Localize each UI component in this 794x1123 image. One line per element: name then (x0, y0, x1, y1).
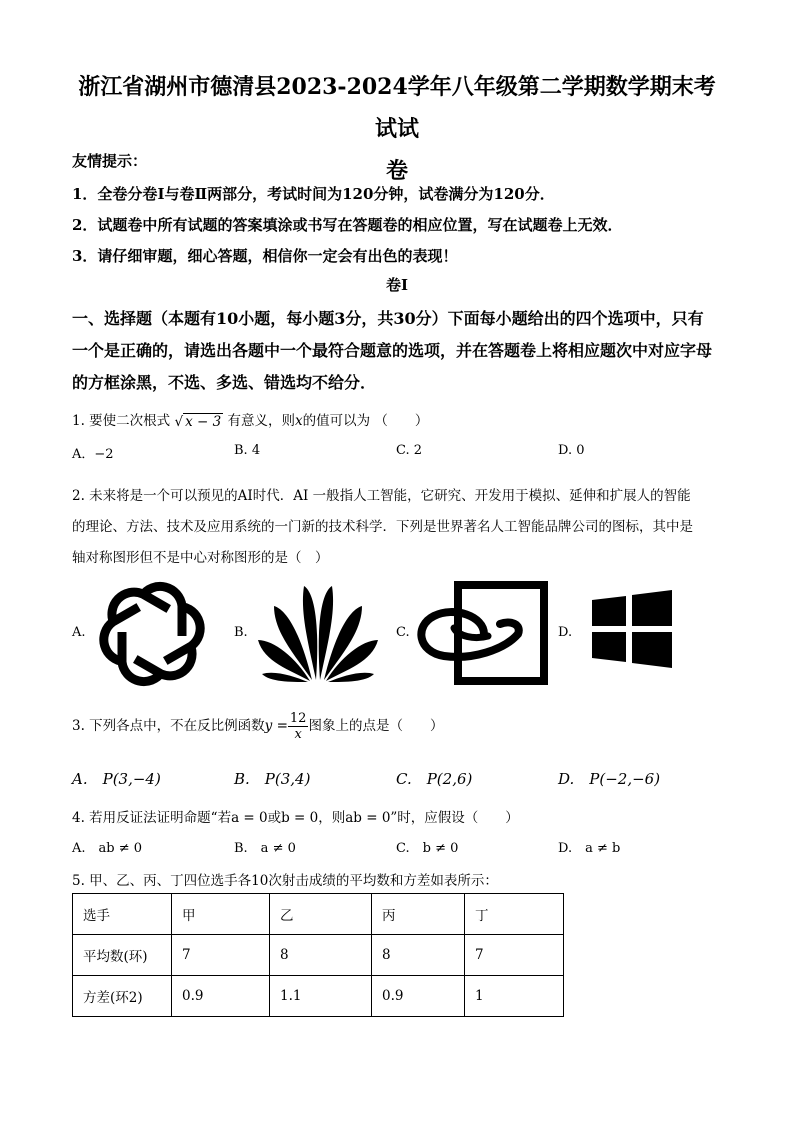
question-3 (72, 708, 722, 744)
table-header-cell: 丙 (372, 894, 465, 935)
q1-radicand: x − 3 (185, 413, 222, 430)
table-row (73, 976, 564, 1017)
sqrt-expression: √ x − 3 (174, 413, 222, 430)
q2-line-3: 轴对称图形但不是中心对称图形的是（ ） (72, 550, 329, 566)
q2-option-c-label: C. (396, 625, 410, 640)
q1-prefix: 1. 要使二次根式 (72, 413, 171, 429)
tip-2: 2．试题卷中所有试题的答案填涂或书写在答题卷的相应位置，写在试题卷上无效． (72, 216, 623, 234)
windows-logo-icon (592, 590, 672, 668)
exam-title (72, 66, 722, 192)
tip-1: 1．全卷分卷Ⅰ与卷Ⅱ两部分，考试时间为120分钟，试卷满分为120分． (72, 185, 555, 203)
q4-option-b: B. a ≠ 0 (234, 841, 296, 856)
title-line-1: 浙江省湖州市德清县2023-2024学年八年级第二学期数学期末考试试 (78, 74, 716, 142)
volume-label: 卷Ⅰ (385, 276, 409, 294)
section-1-instructions (72, 303, 722, 399)
q3-option-a: A. P(3,−4) (72, 770, 161, 788)
openai-logo-icon (96, 580, 208, 688)
q4-option-c: C. b ≠ 0 (396, 841, 459, 856)
q3-option-b: B. P(3,4) (234, 770, 311, 788)
q1-var: x (294, 413, 303, 429)
q3-numerator: 12 (289, 711, 307, 726)
q3-fraction (288, 711, 309, 742)
q2-option-b-label: B. (234, 625, 248, 640)
table-cell: 1.1 (270, 976, 372, 1017)
question-4: 4. 若用反证法证明命题“若a = 0或b = 0，则ab = 0”时，应假设（ ） (72, 810, 519, 826)
table-cell: 方差(环2) (73, 976, 172, 1017)
tip-3: 3．请仔细审题，细心答题，相信你一定会有出色的表现！ (72, 247, 458, 265)
q3-suffix: 图象上的点是（ ） (308, 718, 444, 734)
tips-heading: 友情提示： (72, 152, 148, 170)
table-cell: 8 (270, 935, 372, 976)
question-1 (72, 409, 722, 430)
table-header-cell: 甲 (172, 894, 270, 935)
q1-option-d: D. 0 (558, 443, 585, 458)
table-cell: 0.9 (372, 976, 465, 1017)
q3-prefix: 3. 下列各点中，不在反比例函数 (72, 718, 265, 734)
section-1-line-3: 的方框涂黑，不选、多选、错选均不给分． (72, 373, 377, 392)
q1-option-b: B. 4 (234, 443, 261, 458)
table-row (73, 935, 564, 976)
q3-func-lhs: y = (264, 718, 288, 734)
q3-option-c: C. P(2,6) (396, 770, 473, 788)
q1-option-c: C. 2 (396, 443, 423, 458)
title-line-2: 卷 (385, 158, 408, 184)
q2-option-a-label: A. (72, 625, 86, 640)
table-cell: 7 (465, 935, 564, 976)
section-1-line-1: 一、选择题（本题有10小题，每小题3分，共30分）下面每小题给出的四个选项中，只有 (72, 309, 704, 328)
section-1-line-2: 一个是正确的，请选出各题中一个最符合题意的选项，并在答题卷上将相应题次中对应字母 (72, 341, 713, 360)
table-header-cell: 选手 (73, 894, 172, 935)
huawei-logo-icon (256, 582, 380, 684)
table-cell: 1 (465, 976, 564, 1017)
q4-option-a: A. ab ≠ 0 (72, 841, 143, 856)
question-5: 5. 甲、乙、丙、丁四位选手各10次射击成绩的平均数和方差如表所示： (72, 873, 498, 889)
table-header-row (73, 894, 564, 935)
q2-line-2: 的理论、方法、技术及应用系统的一门新的技术科学．下列是世界著名人工智能品牌公司的图标，其中是 (72, 519, 693, 535)
q1-suffix2: 的值可以为 （ ） (302, 413, 429, 429)
table-cell: 0.9 (172, 976, 270, 1017)
q4-option-d: D. a ≠ b (558, 841, 621, 856)
shooting-stats-table (72, 893, 564, 1017)
table-cell: 7 (172, 935, 270, 976)
q3-denominator: x (294, 727, 302, 742)
q2-option-d-label: D. (558, 625, 573, 640)
q1-option-a: A．−2 (72, 447, 114, 462)
table-header-cell: 乙 (270, 894, 372, 935)
e-logo-icon (414, 580, 552, 686)
q2-line-1: 2. 未来将是一个可以预见的AI时代．AI 一般指人工智能，它研究、开发用于模拟、延伸和扩展人的智能 (72, 488, 691, 504)
q1-suffix: 有意义，则 (227, 413, 295, 429)
table-cell: 平均数(环) (73, 935, 172, 976)
q3-option-d: D. P(−2,−6) (558, 770, 661, 788)
table-header-cell: 丁 (465, 894, 564, 935)
table-cell: 8 (372, 935, 465, 976)
